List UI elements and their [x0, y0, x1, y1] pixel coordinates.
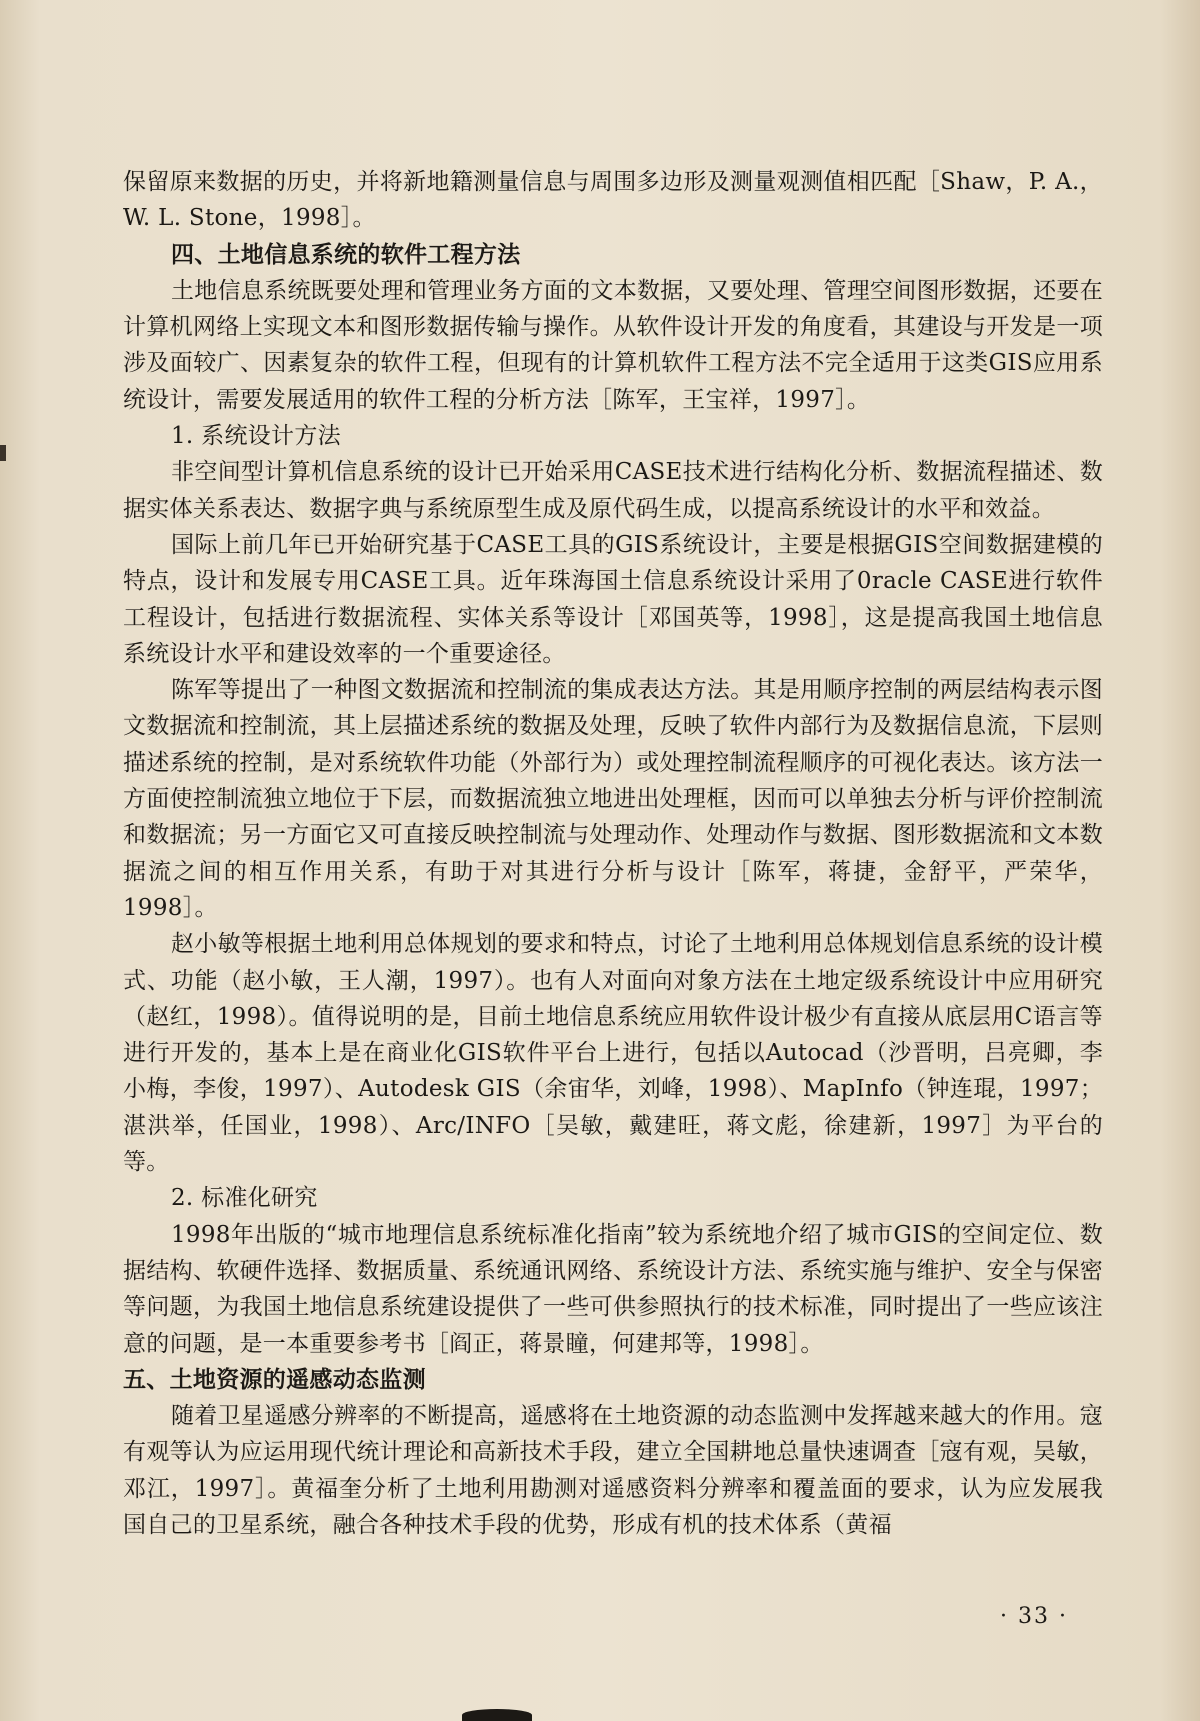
- subsection-heading-2: 2. 标准化研究: [171, 1185, 318, 1212]
- scan-edge-mark: [0, 445, 6, 461]
- page-number: · 33 ·: [1000, 1604, 1068, 1629]
- paragraph: 非空间型计算机信息系统的设计已开始采用CASE技术进行结构化分析、数据流程描述、数据实体关系表达、数据字典与系统原型生成及原代码生成，以提高系统设计的水平和效益。: [123, 459, 1103, 522]
- body-text: [123, 164, 1103, 1543]
- paragraph: 随着卫星遥感分辨率的不断提高，遥感将在土地资源的动态监测中发挥越来越大的作用。寇有观等认为应运用现代统计理论和高新技术手段，建立全国耕地总量快速调查［寇有观，吴敏，邓江，1997］。黄福奎分析了土地利用勘测对遥感资料分辨率和覆盖面的要求，认为应发展我国自己的卫星系统，融合各种技术手段的优势，形成有机的技术体系（黄福: [123, 1403, 1103, 1538]
- paragraph: 赵小敏等根据土地利用总体规划的要求和特点，讨论了土地利用总体规划信息系统的设计模式、功能（赵小敏，王人潮，1997）。也有人对面向对象方法在土地定级系统设计中应用研究（赵红，1998）。值得说明的是，目前土地信息系统应用软件设计极少有直接从底层用C语言等进行开发的，基本上是在商业化GIS软件平台上进行，包括以Autocad（沙晋明，吕亮卿，李小梅，李俊，1997）、Autodesk GIS（余宙华，刘峰，1998）、MapInfo（钟连琨，1997；湛洪举，任国业，1998）、Arc/INFO［吴敏，戴建旺，蒋文彪，徐建新，1997］为平台的等。: [123, 931, 1103, 1176]
- section-heading-4: 四、土地信息系统的软件工程方法: [171, 240, 521, 268]
- scan-bottom-mark: [462, 1709, 532, 1721]
- paragraph: 国际上前几年已开始研究基于CASE工具的GIS系统设计，主要是根据GIS空间数据建模的特点，设计和发展专用CASE工具。近年珠海国土信息系统设计采用了0racle CASE进行软件工程设计，包括进行数据流程、实体关系等设计［邓国英等，1998］，这是提高我国土地信息系统设计水平和建设效率的一个重要途径。: [123, 531, 1103, 667]
- section-heading-5: 五、土地资源的遥感动态监测: [123, 1365, 426, 1393]
- paragraph: 土地信息系统既要处理和管理业务方面的文本数据，又要处理、管理空间图形数据，还要在计算机网络上实现文本和图形数据传输与操作。从软件设计开发的角度看，其建设与开发是一项涉及面较广、因素复杂的软件工程，但现有的计算机软件工程方法不完全适用于这类GIS应用系统设计，需要发展适用的软件工程的分析方法［陈军，王宝祥，1997］。: [123, 277, 1103, 413]
- paragraph: 陈军等提出了一种图文数据流和控制流的集成表达方法。其是用顺序控制的两层结构表示图文数据流和控制流，其上层描述系统的数据及处理，反映了软件内部行为及数据信息流，下层则描述系统的控制，是对系统软件功能（外部行为）或处理控制流程顺序的可视化表达。该方法一方面使控制流独立地位于下层，而数据流独立地进出处理框，因而可以单独去分析与评价控制流和数据流；另一方面它又可直接反映控制流与处理动作、处理动作与数据、图形数据流和文本数据流之间的相互作用关系，有助于对其进行分析与设计［陈军，蒋捷，金舒平，严荣华，1998］。: [123, 677, 1103, 921]
- subsection-heading-1: 1. 系统设计方法: [171, 423, 341, 450]
- paragraph-continued: 保留原来数据的历史，并将新地籍测量信息与周围多边形及测量观测值相匹配［Shaw，P. A.，W. L. Stone，1998］。: [123, 169, 1103, 232]
- paragraph: 1998年出版的“城市地理信息系统标准化指南”较为系统地介绍了城市GIS的空间定位、数据结构、软硬件选择、数据质量、系统通讯网络、系统设计方法、系统实施与维护、安全与保密等问题，为我国土地信息系统建设提供了一些可供参照执行的技术标准，同时提出了一些应该注意的问题，是一本重要参考书［阎正，蒋景瞳，何建邦等，1998］。: [123, 1221, 1103, 1357]
